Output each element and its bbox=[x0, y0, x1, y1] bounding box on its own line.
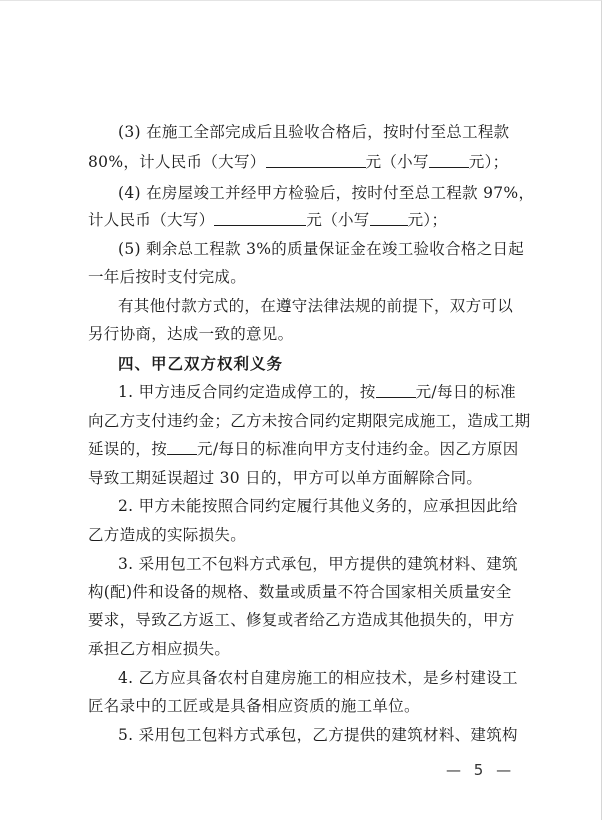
clause-4-text-b: 元（小写 bbox=[306, 211, 370, 229]
item-1-line-3 bbox=[88, 439, 519, 459]
clause-4-text-c: 元）； bbox=[407, 211, 448, 229]
clause-5-line-2: 一年后按时支付完成。 bbox=[88, 268, 247, 286]
item-1-line-1 bbox=[118, 382, 516, 402]
item-1-line-2: 向乙方支付违约金；乙方未按合同约定期限完成施工，造成工期 bbox=[88, 412, 531, 430]
page-number: — 5 — bbox=[446, 761, 516, 779]
item-5-line-1: 5. 采用包工包料方式承包，乙方提供的建筑材料、建筑构 bbox=[118, 726, 518, 744]
item-4-line-1: 4. 乙方应具备农村自建房施工的相应技术，是乡村建设工 bbox=[118, 669, 518, 687]
item-3-line-2: 构(配)件和设备的规格、数量或质量不符合国家相关质量安全 bbox=[88, 583, 512, 601]
item-1-text-b: 元/每日的标准 bbox=[415, 383, 516, 401]
amount-numeric-blank[interactable] bbox=[370, 211, 408, 226]
section-heading: 四、甲乙双方权利义务 bbox=[118, 354, 284, 373]
item-2-line-2: 乙方造成的实际损失。 bbox=[88, 526, 247, 544]
item-3-line-1: 3. 采用包工不包料方式承包，甲方提供的建筑材料、建筑 bbox=[118, 555, 518, 573]
penalty-rate-blank-b[interactable] bbox=[167, 440, 197, 455]
item-3-line-3: 要求，导致乙方返工、修复或者给乙方造成其他损失的，甲方 bbox=[88, 611, 515, 629]
clause-4-line-1: (4) 在房屋竣工并经甲方检验后，按时付至总工程款 97%， bbox=[118, 184, 535, 202]
item-2-line-1: 2. 甲方未能按照合同约定履行其他义务的，应承担因此给 bbox=[118, 497, 518, 515]
item-1-text-a: 1. 甲方违反合同约定造成停工的，按 bbox=[118, 383, 376, 401]
clause-3-text-a: 80%，计人民币（大写） bbox=[88, 153, 266, 171]
item-1-text-c: 延误的，按 bbox=[88, 440, 168, 458]
clause-3-line-1: (3) 在施工全部完成后且验收合格后，按时付至总工程款 bbox=[118, 123, 510, 141]
other-payment-line-2: 另行协商，达成一致的意见。 bbox=[88, 325, 294, 343]
item-4-line-2: 匠名录中的工匠或是具备相应资质的施工单位。 bbox=[88, 697, 420, 715]
clause-4-line-2 bbox=[88, 210, 447, 230]
penalty-rate-blank-a[interactable] bbox=[376, 383, 416, 398]
clause-5-line-1: (5) 剩余总工程款 3%的质量保证金在竣工验收合格之日起 bbox=[118, 240, 525, 258]
amount-numeric-blank[interactable] bbox=[429, 153, 469, 168]
item-1-text-d: 元/每日的标准向甲方支付违约金。因乙方原因 bbox=[197, 440, 519, 458]
amount-uppercase-blank[interactable] bbox=[266, 153, 366, 168]
other-payment-line-1: 有其他付款方式的，在遵守法律法规的前提下，双方可以 bbox=[118, 297, 514, 315]
clause-3-line-2 bbox=[88, 152, 508, 172]
clause-3-text-b: 元（小写 bbox=[365, 153, 429, 171]
clause-3-text-c: 元）； bbox=[468, 153, 509, 171]
item-3-line-4: 承担乙方相应损失。 bbox=[88, 640, 231, 658]
item-1-line-4: 导致工期延误超过 30 日的，甲方可以单方面解除合同。 bbox=[88, 469, 483, 487]
amount-uppercase-blank[interactable] bbox=[214, 211, 306, 226]
clause-4-text-a: 计人民币（大写） bbox=[88, 211, 215, 229]
